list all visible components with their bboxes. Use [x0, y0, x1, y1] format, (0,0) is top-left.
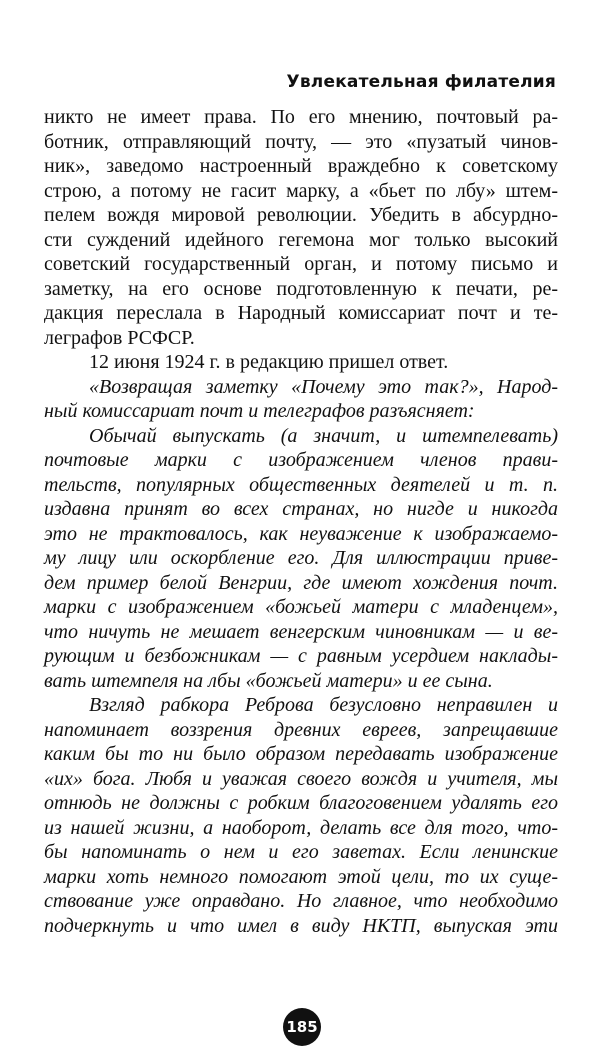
running-head: Увлекательная филателия — [286, 72, 556, 92]
text-line: марки с изображением «божьей матери с младенцем», — [44, 596, 558, 618]
text-line: вать штемпеля на лбы «божьей матери» и ее сына. — [44, 669, 493, 692]
text-line: Взгляд рабкора Реброва безусловно неправилен и — [89, 694, 558, 716]
text-line: никто не имеет права. По его мнению, почтовый ра- — [44, 106, 558, 128]
text-line: что ничуть не мешает венгерским чиновникам — и ве- — [44, 620, 558, 643]
text-line: заметку, на его основе подготовленную к печати, ре- — [44, 277, 558, 300]
text-line: из нашей жизни, а наоборот, делать все для того, что- — [44, 816, 558, 839]
text-line: марки хоть немного помогают этой цели, то их суще- — [44, 865, 558, 888]
body-text — [44, 105, 558, 938]
text-line: пелем вождя мировой революции. Убедить в абсурдно- — [44, 204, 558, 226]
text-line: «Возвращая заметку «Почему это так?», Народ- — [89, 375, 558, 398]
text-line: тельств, популярных общественных деятелей и т. п. — [44, 473, 558, 496]
text-line: издавна принят во всех странах, но нигде и никогда — [44, 498, 558, 520]
paragraph — [44, 424, 558, 694]
text-line: советский государственный орган, и потому письмо и — [44, 253, 558, 275]
text-line: каким бы то ни было образом передавать изображение — [44, 743, 558, 765]
text-line: леграфов РСФСР. — [44, 326, 195, 349]
paragraph — [44, 693, 558, 938]
text-line: сти суждений идейного гегемона мог только высокий — [44, 228, 558, 251]
text-line: 12 июня 1924 г. в редакцию пришел ответ. — [89, 351, 449, 373]
text-line: отнюдь не должны с робким благоговением удалять его — [44, 792, 558, 814]
text-line: Обычай выпускать (а значит, и штемпелевать) — [89, 424, 558, 447]
text-line: ник», заведомо настроенный враждебно к советскому — [44, 155, 558, 177]
text-line: ствование уже оправдано. Но главное, что необходимо — [44, 890, 558, 912]
text-line: ботник, отправляющий почту, — это «пузатый чинов- — [44, 130, 558, 153]
text-line: это не трактовалось, как неуважение к изображаемо- — [44, 522, 558, 545]
paragraph — [44, 375, 558, 424]
text-line: ный комиссариат почт и телеграфов разъясняет: — [44, 400, 475, 422]
text-line: строю, а потому не гасит марку, а «бьет по лбу» штем- — [44, 179, 558, 202]
text-line: напоминает воззрения древних евреев, запрещавшие — [44, 718, 558, 741]
text-line: му лицу или оскорбление его. Для иллюстрации приве- — [44, 547, 558, 569]
text-line: подчеркнуть и что имел в виду НКТП, выпуская эти — [44, 914, 558, 937]
text-line: дакция переслала в Народный комиссариат почт и те- — [44, 302, 558, 324]
paragraph — [44, 350, 558, 375]
text-line: рующим и безбожникам — с равным усердием наклады- — [44, 645, 558, 667]
text-line: дем пример белой Венгрии, где имеют хождения почт. — [44, 571, 558, 594]
page-number-badge: 185 — [283, 1008, 321, 1046]
text-line: почтовые марки с изображением членов прави- — [44, 449, 558, 471]
paragraph — [44, 105, 558, 350]
text-line: «их» бога. Любя и уважая своего вождя и учителя, мы — [44, 767, 558, 790]
text-line: бы напоминать о нем и его заветах. Если ленинские — [44, 841, 558, 863]
